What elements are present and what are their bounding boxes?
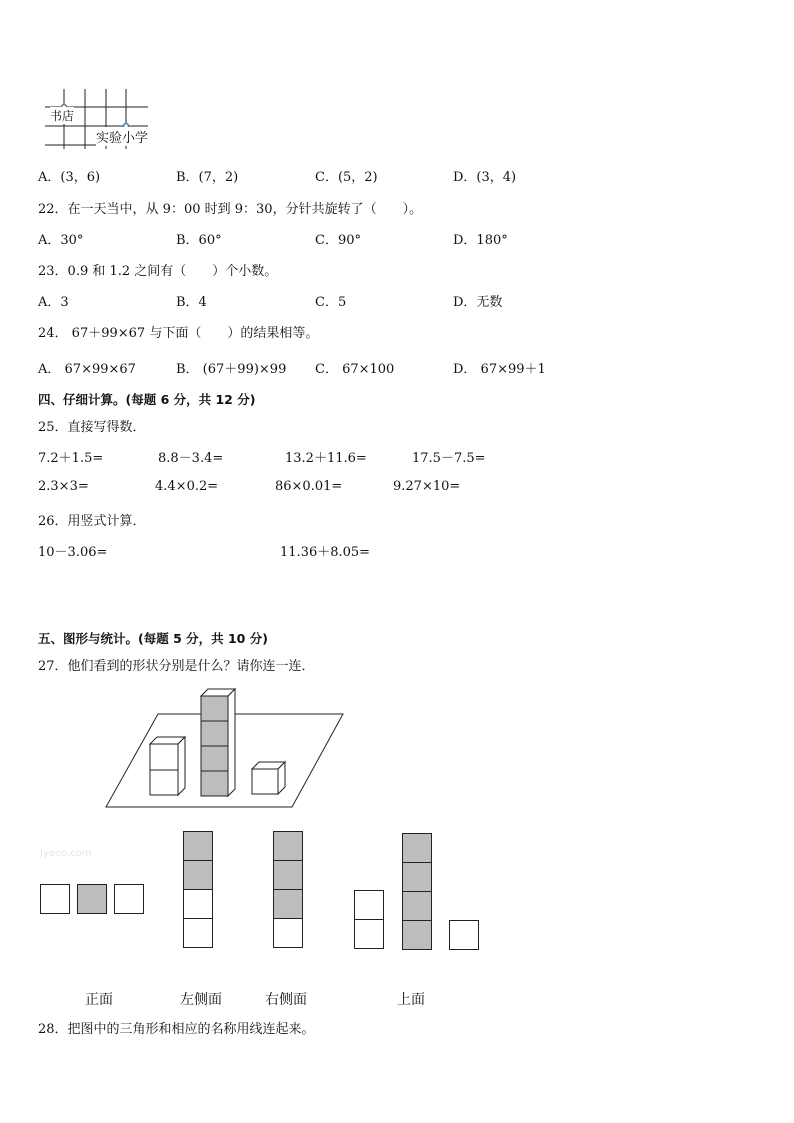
q24-stem: 24． 67＋99×67 与下面（ ）的结果相等。: [38, 326, 319, 341]
q26-item-2: 11.36＋8.05=: [280, 545, 371, 560]
view4-left-square-2: [354, 919, 384, 949]
q24-option-d: D． 67×99＋1: [453, 362, 546, 377]
q25-item-1: 7.2＋1.5=: [38, 451, 104, 466]
q23-option-c: C．5: [315, 295, 347, 310]
map-label-school: 实验小学: [96, 127, 148, 146]
view1-square-1: [40, 884, 70, 914]
view3-square-4: [273, 918, 303, 948]
q21-option-a: A．(3，6): [38, 170, 101, 185]
view2-square-1: [183, 831, 213, 861]
label-left-side: 左侧面: [180, 992, 222, 1008]
q25-item-2: 8.8－3.4=: [158, 451, 224, 466]
view3-square-2: [273, 860, 303, 890]
label-top: 上面: [397, 992, 425, 1008]
q27-stem: 27．他们看到的形状分别是什么？请你连一连．: [38, 659, 315, 674]
q22-option-a: A．30°: [38, 233, 84, 248]
q23-stem: 23．0.9 和 1.2 之间有（ ）个小数。: [38, 264, 278, 279]
view3-square-3: [273, 889, 303, 919]
q23-option-b: B．4: [176, 295, 207, 310]
view4-mid-square-4: [402, 920, 432, 950]
view4-right-square: [449, 920, 479, 950]
q24-option-b: B． (67＋99)×99: [176, 362, 287, 377]
view4-mid-square-2: [402, 862, 432, 892]
view2-square-3: [183, 889, 213, 919]
q25-item-7: 86×0.01=: [275, 479, 343, 494]
q22-option-d: D．180°: [453, 233, 508, 248]
map-label-bookstore: 书店: [50, 109, 75, 123]
q22-option-c: C．90°: [315, 233, 361, 248]
watermark-text: Jyeoo.com: [40, 848, 92, 859]
q25-item-8: 9.27×10=: [393, 479, 461, 494]
q25-item-4: 17.5－7.5=: [412, 451, 486, 466]
q24-option-c: C． 67×100: [315, 362, 395, 377]
q21-option-b: B．(7，2): [176, 170, 239, 185]
q26-stem: 26．用竖式计算．: [38, 514, 146, 529]
view2-square-4: [183, 918, 213, 948]
q25-item-3: 13.2＋11.6=: [285, 451, 367, 466]
q25-stem: 25．直接写得数．: [38, 420, 146, 435]
q23-option-a: A．3: [38, 295, 69, 310]
q23-option-d: D．无数: [453, 295, 503, 310]
view2-square-2: [183, 860, 213, 890]
view4-mid-square-1: [402, 833, 432, 863]
q24-option-a: A． 67×99×67: [38, 362, 136, 377]
q21-option-c: C．(5，2): [315, 170, 378, 185]
view4-mid-square-3: [402, 891, 432, 921]
cube-arrangement-figure: [100, 685, 350, 815]
label-front: 正面: [85, 992, 113, 1008]
label-right-side: 右侧面: [265, 992, 307, 1008]
q28-stem: 28．把图中的三角形和相应的名称用线连起来。: [38, 1022, 315, 1037]
section5-title: 五、图形与统计。(每题 5 分，共 10 分): [38, 631, 268, 646]
q25-item-6: 4.4×0.2=: [155, 479, 219, 494]
view4-left-square-1: [354, 890, 384, 920]
q22-stem: 22．在一天当中，从 9：00 时到 9：30，分针共旋转了（ ）。: [38, 202, 423, 217]
q25-item-5: 2.3×3=: [38, 479, 89, 494]
view3-square-1: [273, 831, 303, 861]
section4-title: 四、仔细计算。(每题 6 分，共 12 分): [38, 392, 256, 407]
q26-item-1: 10－3.06=: [38, 545, 108, 560]
view1-square-3: [114, 884, 144, 914]
q22-option-b: B．60°: [176, 233, 222, 248]
view1-square-2: [77, 884, 107, 914]
q21-option-d: D．(3，4): [453, 170, 517, 185]
